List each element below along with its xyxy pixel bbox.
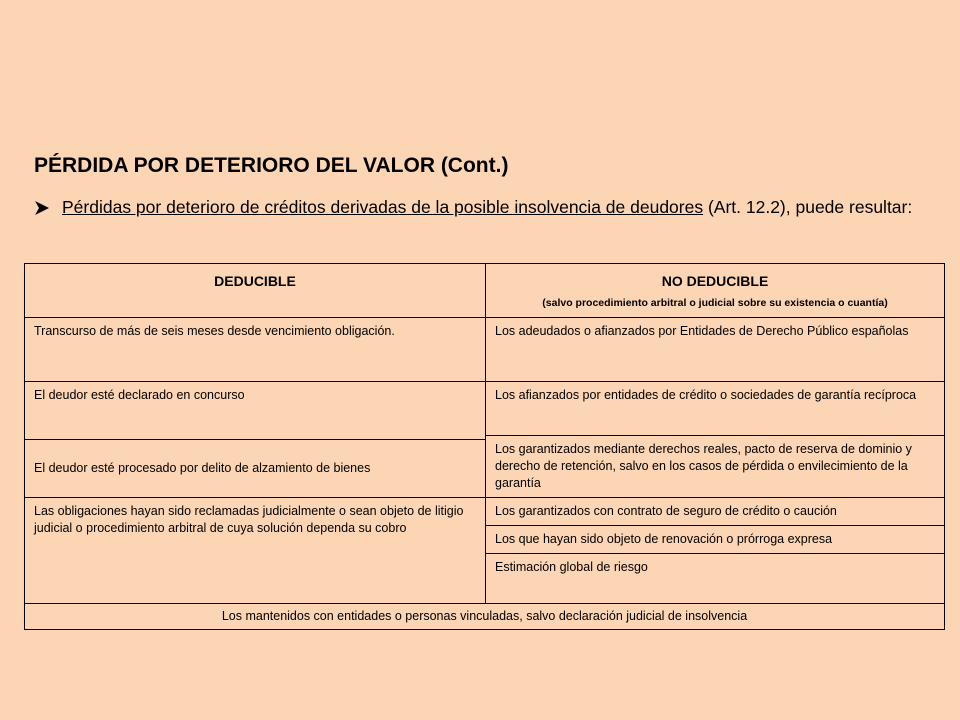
bullet-point <box>34 196 926 218</box>
arrowhead-bullet-icon <box>34 200 50 216</box>
footer-cell: Los mantenidos con entidades o personas vinculadas, salvo declaración judicial de insolvencia <box>25 604 945 630</box>
header-deducible <box>25 264 486 318</box>
table-row <box>25 318 945 382</box>
page-title: PÉRDIDA POR DETERIORO DEL VALOR (Cont.) <box>34 154 509 177</box>
deducible-cell: Las obligaciones hayan sido reclamadas judicialmente o sean objeto de litigio judicial o procedimiento arbitral de cuya solución dependa su cobro <box>25 498 486 604</box>
header-no-deducible-note: (salvo procedimiento arbitral o judicial sobre su existencia o cuantía) <box>542 297 888 309</box>
header-no-deducible-label: NO DEDUCIBLE <box>661 273 769 289</box>
table-footer-row <box>25 604 945 630</box>
table-row <box>25 382 945 436</box>
deducible-cell: El deudor esté declarado en concurso <box>25 382 486 440</box>
no-deducible-cell: Los adeudados o afianzados por Entidades de Derecho Público españolas <box>486 318 945 382</box>
no-deducible-cell: Los garantizados con contrato de seguro de crédito o caución <box>486 498 945 526</box>
deductibility-table <box>24 263 945 630</box>
bullet-text <box>62 196 926 218</box>
no-deducible-cell: Los que hayan sido objeto de renovación o prórroga expresa <box>486 526 945 554</box>
bullet-text-underlined: Pérdidas por deterioro de créditos derivadas de la posible insolvencia de deudores <box>62 197 704 217</box>
deducible-cell: El deudor esté procesado por delito de alzamiento de bienes <box>25 440 486 498</box>
table-header-row <box>25 264 945 318</box>
no-deducible-cell: Los garantizados mediante derechos reales, pacto de reserva de dominio y derecho de retención, salvo en los casos de pérdida o envilecimiento de la garantía <box>486 436 945 498</box>
deducible-cell: Transcurso de más de seis meses desde vencimiento obligación. <box>25 318 486 382</box>
no-deducible-cell: Los afianzados por entidades de crédito o sociedades de garantía recíproca <box>486 382 945 436</box>
no-deducible-cell: Estimación global de riesgo <box>486 554 945 604</box>
header-no-deducible <box>486 264 945 318</box>
header-deducible-label: DEDUCIBLE <box>214 273 296 289</box>
table-row <box>25 498 945 526</box>
bullet-text-plain: (Art. 12.2), puede resultar: <box>703 197 913 217</box>
